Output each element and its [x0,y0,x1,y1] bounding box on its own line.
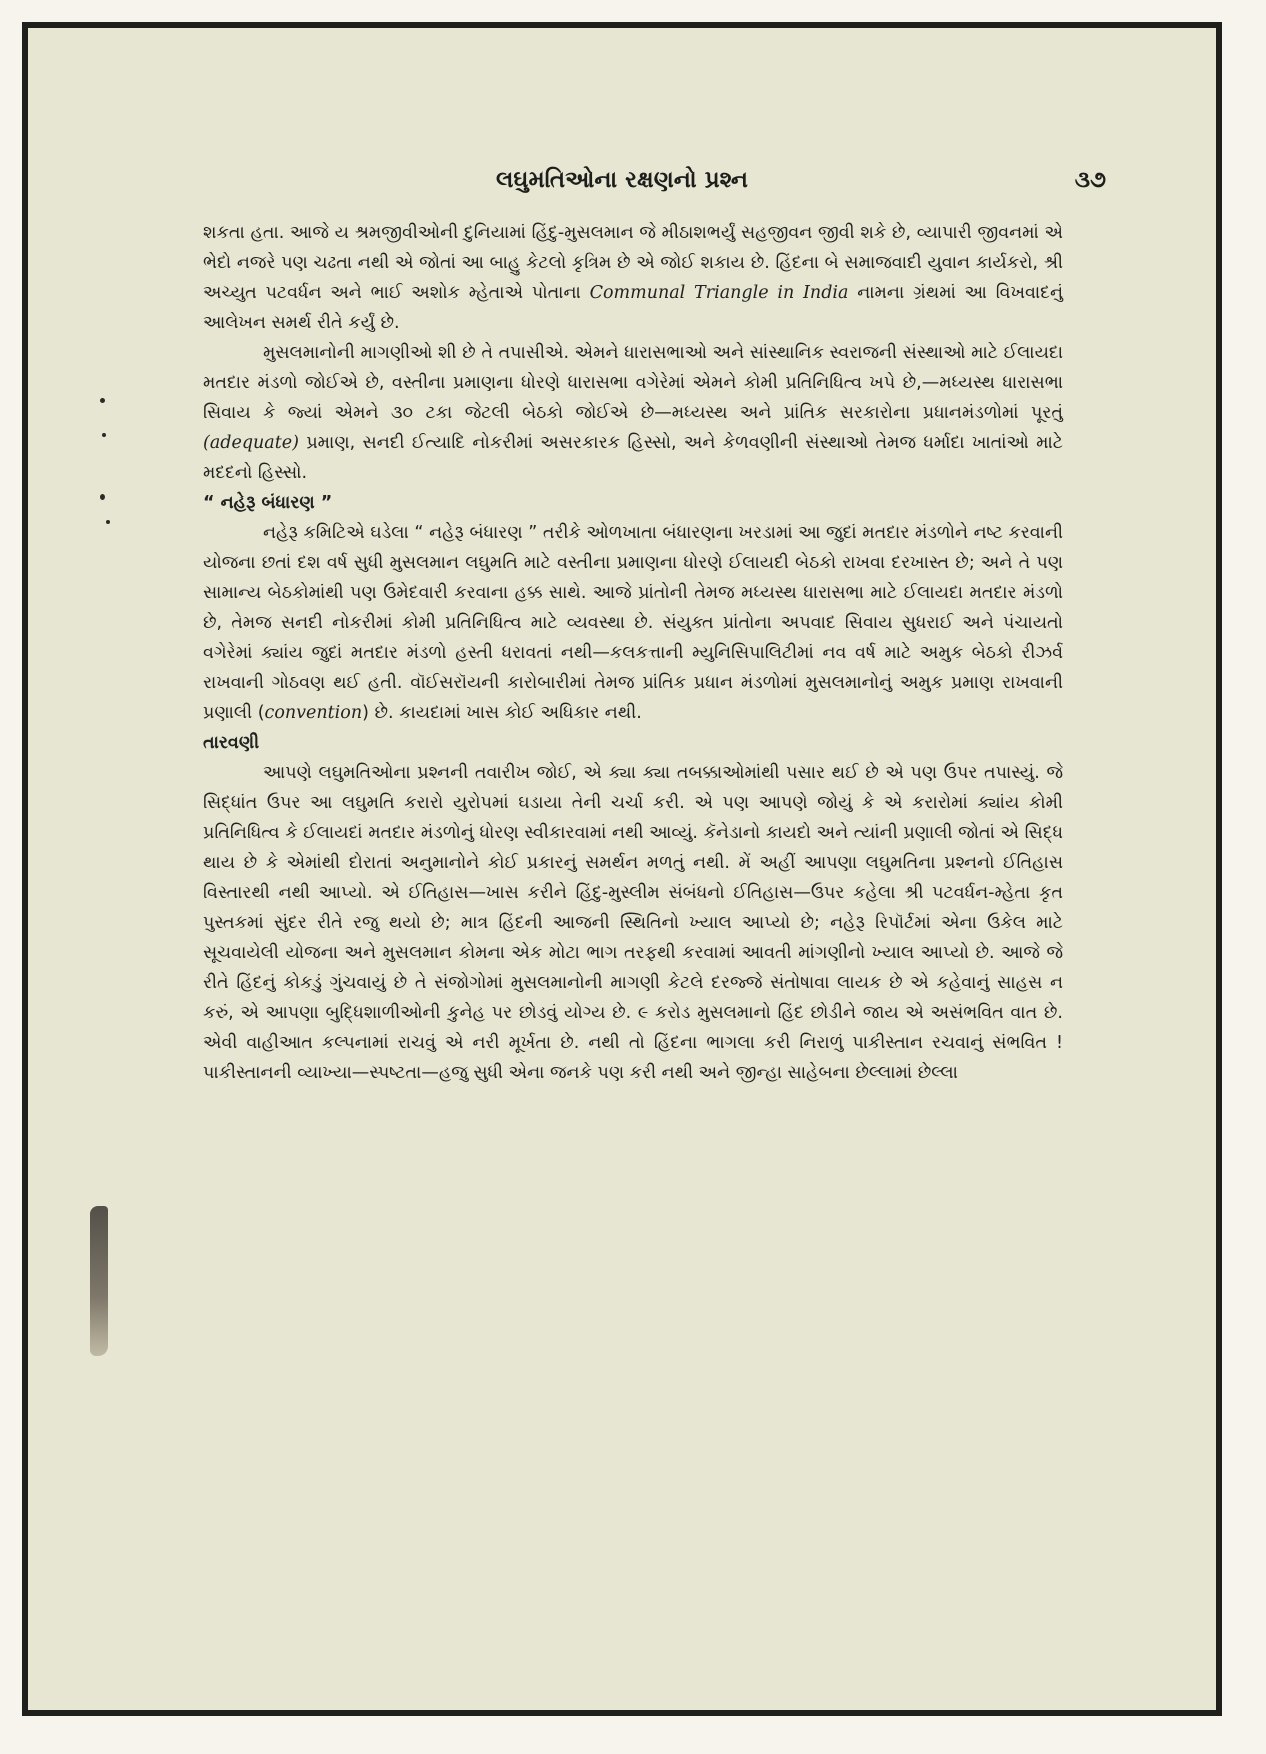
paragraph-text: પ્રમાણ, સનદી ઈત્યાદિ નોકરીમાં અસરકારક હિસ્સો, અને કેળવણીની સંસ્થાઓ તેમજ ધર્માદા ખાતાંઓ માટે મદદનો હિસ્સો. [203,433,1063,483]
running-title: લઘુમતિઓના રક્ષણનો પ્રશ્ન [496,166,748,193]
paragraph-text: આપણે લઘુમતિઓના પ્રશ્નની તવારીખ જોઈ, એ ક્યા ક્યા તબક્કાઓમાંથી પસાર થઈ છે એ પણ ઉપર તપાસ્યું. જે સિદ્ધાંત ઉપર આ લઘુમતિ કરારો યુરોપમાં ઘડાયા તેની ચર્ચા કરી. એ પણ આપણે જોયું કે એ કરારોમાં ક્યાંય કોમી પ્રતિનિધિત્વ કે ઈલાયદાં મતદાર મંડળોનું ધોરણ સ્વીકારવામાં નથી આવ્યું. કૅનેડાનો કાયદો અને ત્યાંની પ્રણાલી જોતાં એ સિદ્ધ થાય છે કે એમાંથી દોરાતાં અનુમાનોને કોઈ પ્રકારનું સમર્થન મળતું નથી. મેં અહીં આપણા લઘુમતિના પ્રશ્નનો ઈતિહાસ વિસ્તારથી નથી આપ્યો. એ ઈતિહાસ—ખાસ કરીને હિંદુ-મુસ્લીમ સંબંધનો ઈતિહાસ—ઉપર કહેલા શ્રી પટવર્ધન-મ્હેતા કૃત પુસ્તકમાં સુંદર રીતે રજુ થયો છે; માત્ર હિંદની આજની સ્થિતિનો ખ્યાલ આપ્યો છે; નહેરૂ રિપૉર્ટમાં એના ઉકેલ માટે સૂચવાયેલી યોજના અને મુસલમાન કોમના એક મોટા ભાગ તરફથી કરવામાં આવતી માંગણીનો ખ્યાલ આપ્યો છે. આજે જે રીતે હિંદનું કોકડું ગુંચવાયું છે તે સંજોગોમાં મુસલમાનોની માગણી કેટલે દરજ્જે સંતોષાવા લાયક છે એ કહેવાનું સાહસ ન કરું, એ આપણા બુદ્ધિશાળીઓની કુનેહ પર છોડવું યોગ્ય છે. ૯ કરોડ મુસલમાનો હિંદ છોડીને જાય એ અસંભવિત વાત છે. એવી વાહીઆત કલ્પનામાં રાચવું એ નરી મૂર્ખતા છે. નથી તો હિંદના ભાગલા કરી નિરાળું પાકીસ્તાન રચવાનું સંભવિત ! પાકીસ્તાનની વ્યાખ્યા—સ્પષ્ટતા—હજુ સુધી એના જનકે પણ કરી નથી અને જીન્હા સાહેબના છેલ્લામાં છેલ્લા [203,763,1063,1083]
book-title: Communal Triangle in India [589,283,849,303]
paragraph-text: મુસલમાનોની માગણીઓ શી છે તે તપાસીએ. એમને ધારાસભાઓ અને સાંસ્થાનિક સ્વરાજની સંસ્થાઓ માટે ઈલાયદા મતદાર મંડળો જોઈએ છે, વસ્તીના પ્રમાણના ધોરણે ધારાસભા વગેરેમાં એમને કોમી પ્રતિનિધિત્વ ખપે છે,—મધ્યસ્થ ધારાસભા સિવાય કે જ્યાં એમને ૩૦ ટકા જેટલી બેઠકો જોઈએ છે—મધ્યસ્થ અને પ્રાંતિક સરકારોના પ્રધાનમંડળોમાં પૂરતું [203,343,1063,423]
margin-speck [106,520,110,524]
paragraph-text: નામના ગ્રંથમાં આ વિખવાદનું આલેખન સમર્થ રીતે કર્યું છે. [203,283,1063,333]
page-frame [22,22,1222,1716]
margin-speck [102,433,106,437]
page-number: ૩૭ [1074,166,1106,193]
margin-speck [100,398,105,403]
english-term: convention [264,703,363,723]
paragraph-text: ) છે. કાયદામાં ખાસ કોઈ અધિકાર નથી. [362,703,642,723]
paragraph-text: શકતા હતા. આજે ય શ્રમજીવીઓની દુનિયામાં હિંદુ-મુસલમાન જે મીઠાશભર્યું સહજીવન જીવી શકે છે, વ્યાપારી જીવનમાં એ ભેદો નજરે પણ ચઢતા નથી એ જોતાં આ બાહુ કેટલો કૃત્રિમ છે એ જોઈ શકાય છે. હિંદના બે સમાજવાદી યુવાન કાર્યકરો, શ્રી અચ્યુત પટવર્ધન અને ભાઈ અશોક મ્હેતાએ પોતાના [203,223,1063,303]
page-stain [90,1206,108,1356]
paragraph [203,338,1063,488]
paragraph [203,758,1063,1088]
margin-speck [100,494,105,500]
section-heading: તારવણી [203,733,260,753]
paragraph-text: નહેરૂ કમિટિએ ઘડેલા “ નહેરૂ બંધારણ ” તરીકે ઓળખાતા બંધારણના ખરડામાં આ જુદાં મતદાર મંડળોને નષ્ટ કરવાની યોજના છતાં દશ વર્ષ સુધી મુસલમાન લઘુમતિ માટે વસ્તીના પ્રમાણના ધોરણે ઈલાયદી બેઠકો રાખવા દરખાસ્ત છે; અને તે પણ સામાન્ય બેઠકોમાંથી પણ ઉમેદવારી કરવાના હક્ક સાથે. આજે પ્રાંતોની તેમજ મધ્યસ્થ ધારાસભા માટે ઈલાયદા મતદાર મંડળો છે, તેમજ સનદી નોકરીમાં કોમી પ્રતિનિધિત્વ માટે વ્યવસ્થા છે. સંયુક્ત પ્રાંતોના અપવાદ સિવાય સુધરાઈ અને પંચાયતો વગેરેમાં ક્યાંય જુદાં મતદાર મંડળો હસ્તી ધરાવતાં નથી—કલકત્તાની મ્યુનિસિપાલિટીમાં નવ વર્ષ માટે અમુક બેઠકો રીઝર્વ રાખવાની ગોઠવણ થઈ હતી. વૉઈસરૉયની કારોબારીમાં તેમજ પ્રાંતિક પ્રધાન મંડળોમાં મુસલમાનોનું અમુક પ્રમાણ રાખવાની પ્રણાલી ( [203,523,1063,723]
book-page [28,28,1216,1710]
paragraph [203,518,1063,728]
page-header [28,166,1216,206]
english-term: (adequate) [203,433,299,453]
section-heading: “ નહેરૂ બંધારણ ” [203,493,333,513]
paragraph [203,218,1063,338]
body-text [203,218,1063,1088]
